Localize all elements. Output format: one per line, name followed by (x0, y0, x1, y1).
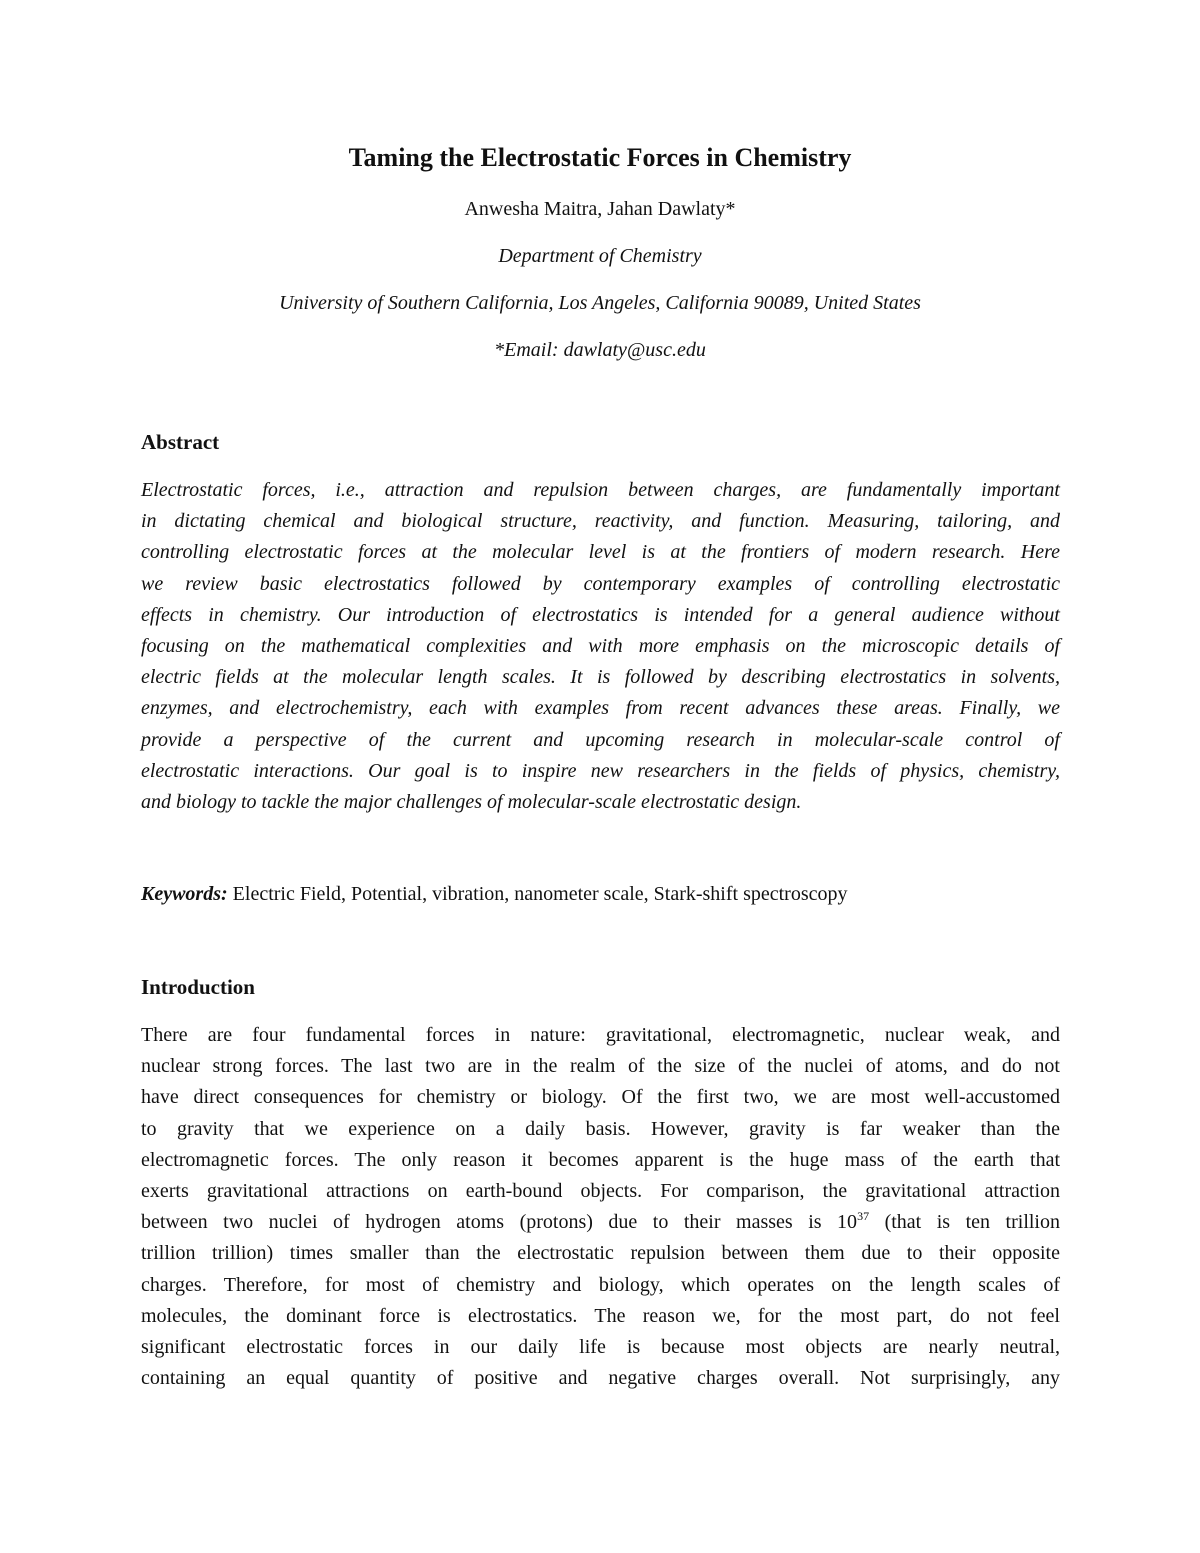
introduction-body (141, 1020, 1060, 1394)
intro-line: nuclear strong forces. The last two are in the realm of the size of the nuclei of atoms, and do not (141, 1055, 1060, 1078)
email: *Email: dawlaty@usc.edu (494, 339, 706, 361)
abstract-heading: Abstract (141, 430, 220, 454)
intro-line: to gravity that we experience on a daily basis. However, gravity is far weaker than the (141, 1117, 1060, 1140)
paper-title: Taming the Electrostatic Forces in Chemistry (348, 143, 852, 172)
intro-line-part: (that is ten trillion (869, 1211, 1060, 1234)
introduction-heading: Introduction (141, 975, 255, 999)
authors: Anwesha Maitra, Jahan Dawlaty* (464, 198, 736, 220)
keywords-text: Electric Field, Potential, vibration, nanometer scale, Stark-shift spectroscopy (227, 883, 848, 905)
department: Department of Chemistry (498, 245, 702, 267)
intro-line: have direct consequences for chemistry or biology. Of the first two, we are most well-accustomed (141, 1086, 1060, 1109)
keywords-label: Keywords: (141, 883, 228, 905)
intro-line: significant electrostatic forces in our daily life is because most objects are nearly neutral, (141, 1336, 1060, 1359)
intro-line: containing an equal quantity of positive and negative charges overall. Not surprisingly, any (141, 1367, 1060, 1390)
abstract-line: and biology to tackle the major challenges of molecular-scale electrostatic design. (141, 791, 802, 814)
abstract-line: Electrostatic forces, i.e., attraction and repulsion between charges, are fundamentally important (141, 479, 1060, 501)
abstract-line: provide a perspective of the current and upcoming research in molecular-scale control of (141, 728, 1060, 751)
affiliation: University of Southern California, Los Angeles, California 90089, United States (279, 292, 921, 314)
intro-line: charges. Therefore, for most of chemistry and biology, which operates on the length scales of (141, 1273, 1060, 1296)
abstract-line: controlling electrostatic forces at the molecular level is at the frontiers of modern research. Here (141, 541, 1060, 564)
abstract-line: in dictating chemical and biological structure, reactivity, and function. Measuring, tailoring, and (141, 510, 1060, 533)
abstract-line: focusing on the mathematical complexities and with more emphasis on the microscopic details of (141, 635, 1060, 658)
intro-line-part: between two nuclei of hydrogen atoms (protons) due to their masses is 10 (141, 1211, 858, 1234)
abstract-body (141, 475, 1060, 818)
intro-line: molecules, the dominant force is electrostatics. The reason we, for the most part, do not feel (141, 1304, 1060, 1327)
intro-line: trillion trillion) times smaller than the electrostatic repulsion between them due to their opposite (141, 1242, 1060, 1265)
abstract-line: effects in chemistry. Our introduction of electrostatics is intended for a general audience without (141, 603, 1060, 626)
intro-line: There are four fundamental forces in nature: gravitational, electromagnetic, nuclear weak, and (141, 1024, 1060, 1046)
abstract-line: electrostatic interactions. Our goal is to inspire new researchers in the fields of physics, chemistry, (141, 759, 1060, 782)
abstract-line: we review basic electrostatics followed by contemporary examples of controlling electrostatic (141, 572, 1060, 595)
intro-line: electromagnetic forces. The only reason it becomes apparent is the huge mass of the earth that (141, 1148, 1060, 1171)
exponent: 37 (857, 1209, 870, 1224)
intro-line: exerts gravitational attractions on earth-bound objects. For comparison, the gravitational attraction (141, 1180, 1060, 1203)
abstract-line: electric fields at the molecular length scales. It is followed by describing electrostatics in solvents, (141, 666, 1060, 689)
abstract-line: enzymes, and electrochemistry, each with examples from recent advances these areas. Finally, we (141, 697, 1060, 720)
intro-line-with-exponent (141, 1207, 1060, 1238)
keywords (141, 880, 848, 908)
